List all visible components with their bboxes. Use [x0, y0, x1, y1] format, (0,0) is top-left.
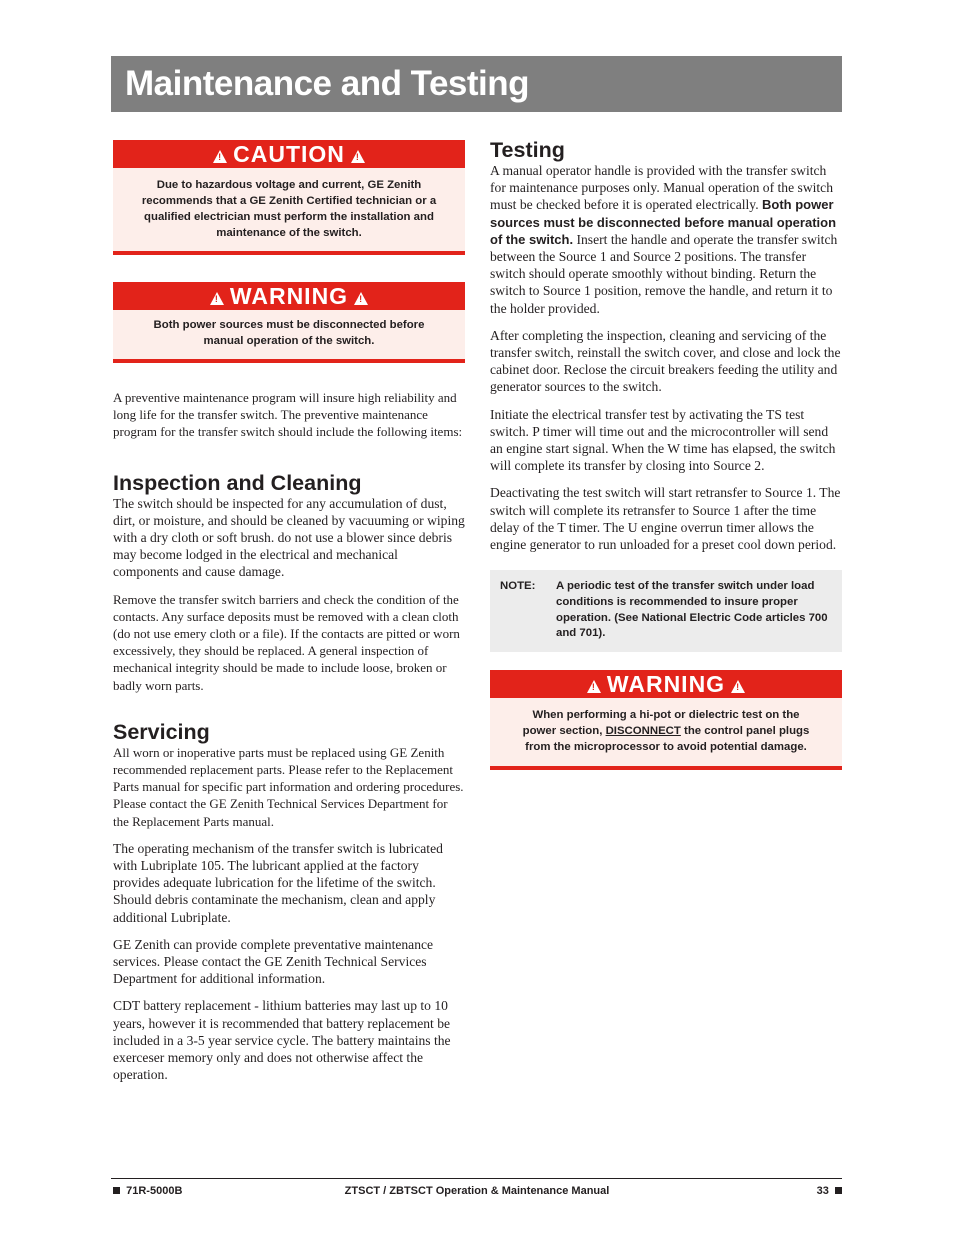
testing-p1-end: Insert the handle and operate the transfer switch between the Source 1 and Source 2 positions. The transfer switch should operate smoothly without binding. Return the switch to Source 1 position, remove the handle, and return it to the holder provided.	[490, 231, 838, 316]
footer-manual-title: ZTSCT / ZBTSCT Operation & Maintenance Manual	[344, 1185, 610, 1197]
warning2-text-after: the control panel plugs from the microprocessor to avoid potential damage.	[525, 725, 810, 754]
servicing-paragraph-4: CDT battery replacement - lithium batteries may last up to 10 years, however it is recommended that battery replacement be included in a 3-5 year service cycle. The battery maintains the exerceser memory only and does not otherwise affect the operation.	[113, 998, 451, 1083]
warning-triangle-icon	[587, 680, 601, 693]
warning-triangle-icon	[213, 150, 227, 163]
caution-text: Due to hazardous voltage and current, GE Zenith recommends that a GE Zenith Certified technician or a qualified electrician must perform the installation and maintenance of the switch.	[141, 179, 437, 239]
testing-p1-start: A manual operator handle is provided with the transfer switch for maintenance purposes only. Manual operation of the switch must be checked before it is operated electrically.	[490, 163, 834, 213]
warning-text: Both power sources must be disconnected before manual operation of the switch.	[153, 319, 425, 347]
warning-text-2	[490, 698, 842, 766]
footer-page-number	[817, 1185, 842, 1197]
warning-triangle-icon	[351, 150, 365, 163]
warning-header-2	[490, 670, 842, 698]
doc-number: 71R-5000B	[126, 1185, 183, 1197]
left-column	[113, 140, 465, 1094]
warning-box	[113, 282, 465, 363]
inspection-paragraph-2: Remove the transfer switch barriers and check the condition of the contacts. Any surface deposits must be removed with a clean cloth (do not use emery cloth or a file). If the contacts are pitted or worn excessively, they should be replaced. A general inspection of mechanical integrity should be made to include loose, broken or badly worn parts.	[113, 591, 460, 693]
warning-triangle-icon	[210, 292, 224, 305]
caution-label: CAUTION	[233, 141, 345, 167]
intro-paragraph: A preventive maintenance program will insure high reliability and long life for the transfer switch. The preventive maintenance program for the transfer switch should include the following items:	[113, 390, 463, 440]
caution-header	[113, 140, 465, 168]
servicing-paragraph-3: GE Zenith can provide complete preventative maintenance services. Please contact the GE Zenith Technical Services Department for additional information.	[113, 936, 434, 987]
warning-triangle-icon	[354, 292, 368, 305]
title-bar	[111, 56, 842, 112]
disconnect-text: DISCONNECT	[605, 725, 681, 738]
footer-rule	[111, 1178, 842, 1179]
testing-p1-bold: Both power sources must be disconnected before manual operation of the switch.	[490, 197, 837, 247]
warning-triangle-icon	[731, 680, 745, 693]
page-number: 33	[816, 1185, 829, 1197]
note-box	[490, 570, 842, 652]
note-text: A periodic test of the transfer switch under load conditions is recommended to insure proper operation. (See National Electric Code articles 700 and 701).	[556, 580, 828, 640]
warning-label: WARNING	[229, 283, 349, 309]
testing-paragraph-1	[490, 162, 842, 317]
testing-heading: Testing	[490, 138, 565, 162]
testing-paragraph-3: Initiate the electrical transfer test by activating the TS test switch. P timer will time out and the microcontroller will send an engine start signal. When the W time has elapsed, the switch will complete its transfer by closing into Source 2.	[490, 406, 836, 474]
warning-header	[113, 282, 465, 310]
servicing-heading: Servicing	[113, 719, 210, 744]
inspection-heading: Inspection and Cleaning	[113, 470, 362, 495]
testing-paragraph-4: Deactivating the test switch will start retransfer to Source 1. The switch will complete its retransfer to Source 1 after the time delay of the T timer. The U engine overrun timer allows the engine generator to run unloaded for a preset cool down period.	[490, 485, 841, 553]
inspection-paragraph-1: The switch should be inspected for any accumulation of dust, dirt, or moisture, and should be cleaned by vacuuming or wiping with a dry cloth or soft brush. do not use a blower since debris may become lodged in the electrical and mechanical components and cause damage.	[113, 495, 465, 580]
bullet-square-icon	[835, 1187, 842, 1194]
note-label: NOTE:	[500, 580, 536, 593]
warning-box-2	[490, 670, 842, 770]
warning-label-2: WARNING	[606, 671, 726, 698]
servicing-paragraph-2: The operating mechanism of the transfer switch is lubricated with Lubriplate 105. The lubricant applied at the factory provides adequate lubrication for the lifetime of the switch. Should debris contaminate the mechanism, clean and apply additional Lubriplate.	[113, 840, 443, 925]
right-column	[490, 138, 842, 797]
caution-box	[113, 140, 465, 255]
testing-paragraph-2: After completing the inspection, cleaning and servicing of the transfer switch, reinstall the switch cover, and close and lock the cabinet door. Reclose the circuit breakers feeding the utility and generator sources to the switch.	[490, 327, 841, 395]
page-title: Maintenance and Testing	[125, 64, 530, 103]
servicing-paragraph-1: All worn or inoperative parts must be replaced using GE Zenith recommended replacement parts. Please refer to the Replacement Parts manual for specific part information and ordering procedures. Please contact the GE Zenith Technical Services Department for the Replacement Parts manual.	[113, 744, 464, 829]
warning2-text-before: When performing a hi-pot or dielectric test on the power section,	[522, 709, 800, 738]
